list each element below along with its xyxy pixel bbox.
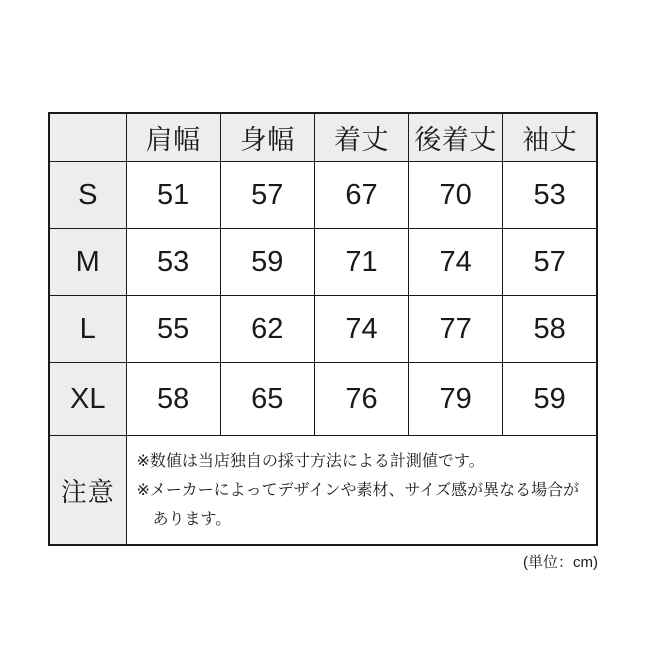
measurement-cell: 62 bbox=[220, 296, 314, 363]
table-row-s bbox=[49, 162, 597, 229]
measurement-cell: 76 bbox=[314, 363, 408, 436]
note-line: あります。 bbox=[136, 510, 232, 528]
measurement-cell: 57 bbox=[220, 162, 314, 229]
size-label-m: M bbox=[49, 229, 126, 296]
column-header-sleeve-length: 袖丈 bbox=[503, 113, 597, 162]
measurement-cell: 71 bbox=[314, 229, 408, 296]
size-chart-table bbox=[48, 112, 598, 546]
measurement-cell: 58 bbox=[126, 363, 220, 436]
measurement-cell: 79 bbox=[409, 363, 503, 436]
size-label-xl: XL bbox=[49, 363, 126, 436]
measurement-cell: 51 bbox=[126, 162, 220, 229]
note-line: ※メーカーによってデザインや素材、サイズ感が異なる場合が bbox=[136, 481, 580, 499]
measurement-cell: 58 bbox=[503, 296, 597, 363]
measurement-cell: 70 bbox=[409, 162, 503, 229]
notes-row bbox=[49, 436, 597, 546]
measurement-cell: 53 bbox=[503, 162, 597, 229]
measurement-cell: 67 bbox=[314, 162, 408, 229]
notes-label: 注意 bbox=[49, 436, 126, 546]
corner-cell bbox=[49, 113, 126, 162]
column-header-shoulder-width: 肩幅 bbox=[126, 113, 220, 162]
table-row-xl bbox=[49, 363, 597, 436]
measurement-cell: 55 bbox=[126, 296, 220, 363]
column-header-body-width: 身幅 bbox=[220, 113, 314, 162]
measurement-cell: 57 bbox=[503, 229, 597, 296]
table-row-l bbox=[49, 296, 597, 363]
measurement-cell: 59 bbox=[220, 229, 314, 296]
column-header-length: 着丈 bbox=[314, 113, 408, 162]
table-header-row bbox=[49, 113, 597, 162]
measurement-cell: 74 bbox=[409, 229, 503, 296]
measurement-cell: 77 bbox=[409, 296, 503, 363]
column-header-back-length: 後着丈 bbox=[409, 113, 503, 162]
measurement-cell: 53 bbox=[126, 229, 220, 296]
size-label-s: S bbox=[49, 162, 126, 229]
unit-label: (単位：cm) bbox=[523, 554, 598, 571]
size-label-l: L bbox=[49, 296, 126, 363]
table-row-m bbox=[49, 229, 597, 296]
measurement-cell: 74 bbox=[314, 296, 408, 363]
note-line: ※数値は当店独自の採寸方法による計測値です。 bbox=[136, 452, 485, 470]
measurement-cell: 65 bbox=[220, 363, 314, 436]
notes-cell bbox=[126, 436, 597, 546]
measurement-cell: 59 bbox=[503, 363, 597, 436]
